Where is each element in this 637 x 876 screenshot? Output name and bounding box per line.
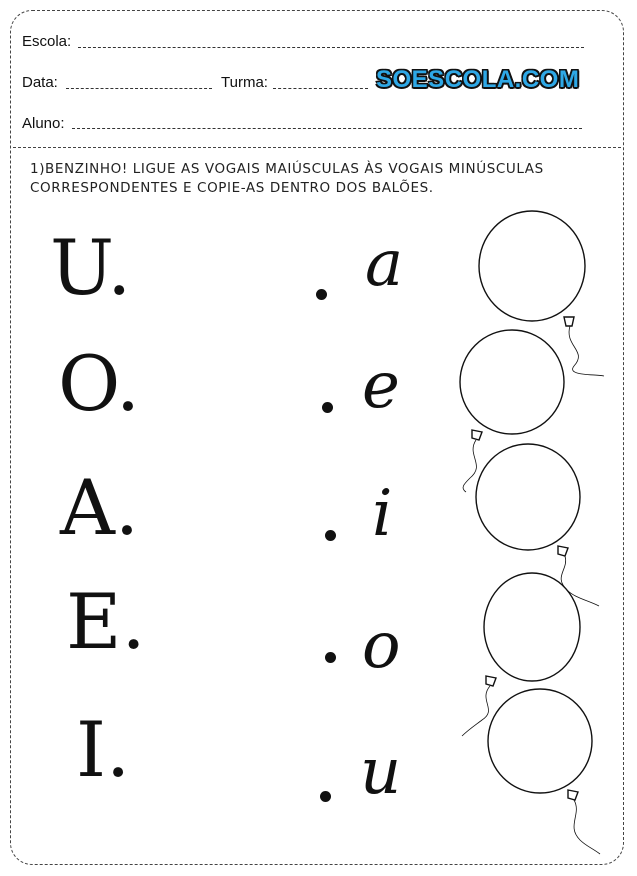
lowercase-vowel-4: o bbox=[362, 609, 401, 683]
school-label: Escola: bbox=[22, 33, 72, 50]
class-label: Turma: bbox=[221, 74, 268, 91]
date-label: Data: bbox=[22, 74, 58, 91]
instruction-line-2: CORRESPONDENTES E COPIE-AS DENTRO DOS BALÕES. bbox=[30, 180, 434, 196]
lowercase-vowel-5: u bbox=[360, 735, 402, 809]
uppercase-vowel-5: I. bbox=[76, 705, 131, 794]
instruction-line-1: 1)BENZINHO! LIGUE AS VOGAIS MAIÚSCULAS ÀS VOGAIS MINÚSCULAS bbox=[30, 161, 544, 177]
balloon-5[interactable] bbox=[488, 689, 600, 854]
lowercase-vowel-2: e bbox=[362, 349, 400, 423]
lowercase-vowel-3: i bbox=[372, 477, 393, 551]
site-logo: SOESCOLA.COM bbox=[376, 66, 580, 93]
uppercase-vowel-3: A. bbox=[60, 463, 140, 552]
uppercase-vowel-1: U. bbox=[50, 223, 132, 312]
uppercase-vowel-2: O. bbox=[58, 339, 141, 428]
lowercase-vowel-1: a bbox=[365, 227, 404, 301]
uppercase-vowel-4: E. bbox=[66, 577, 146, 666]
student-label: Aluno: bbox=[22, 115, 65, 132]
